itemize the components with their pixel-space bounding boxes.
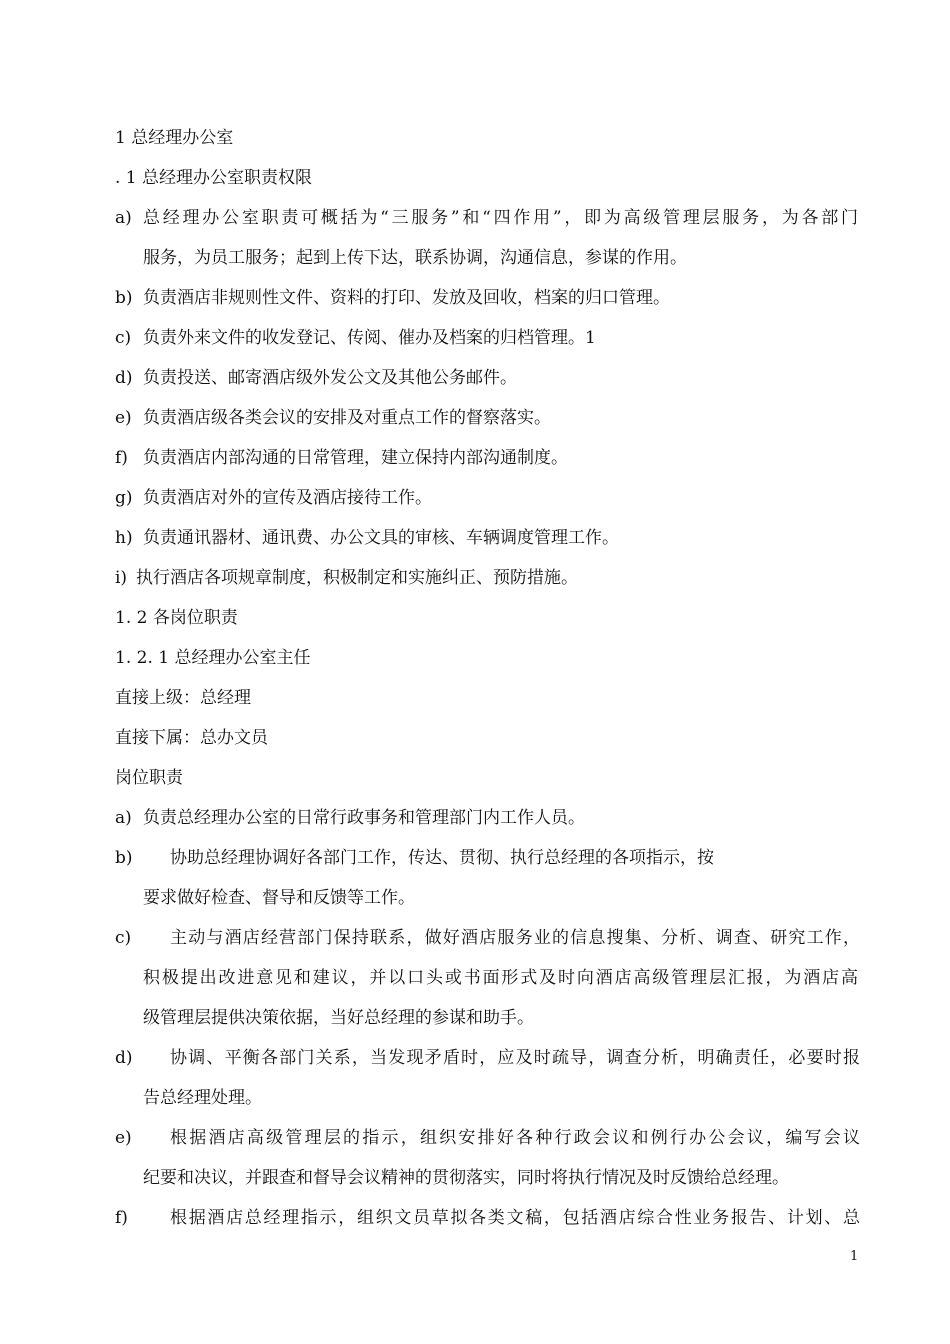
- direct-subordinate: 直接下属：总办文员: [115, 728, 268, 748]
- direct-superior: 直接上级：总经理: [115, 688, 251, 708]
- duty-i-text: 执行酒店各项规章制度，积极制定和实施纠正、预防措施。: [136, 568, 578, 588]
- role-duty-d-line-2: 告总经理处理。: [143, 1088, 262, 1108]
- role-duty-marker-d: d): [115, 1048, 133, 1068]
- role-duty-f-line-1: 根据酒店总经理指示，组织文员草拟各类文稿，包括酒店综合性业务报告、计划、总: [170, 1208, 860, 1228]
- duty-marker-e: e): [115, 408, 132, 428]
- duty-c-text: 负责外来文件的收发登记、传阅、催办及档案的归档管理。1: [143, 328, 596, 348]
- duty-f-text: 负责酒店内部沟通的日常管理，建立保持内部沟通制度。: [143, 448, 568, 468]
- role-duty-b-line-1: 协助总经理协调好各部门工作，传达、贯彻、执行总经理的各项指示，按: [170, 848, 714, 868]
- role-duty-c-line-3: 级管理层提供决策依据，当好总经理的参谋和助手。: [143, 1008, 534, 1028]
- role-duty-d-line-1: 协调、平衡各部门关系，当发现矛盾时，应及时疏导，调查分析，明确责任，必要时报: [170, 1048, 860, 1068]
- positions-title: 1. 2 各岗位职责: [115, 608, 238, 628]
- duty-marker-h: h): [115, 528, 133, 548]
- role-duty-marker-c: c): [115, 928, 132, 948]
- duty-marker-c: c): [115, 328, 132, 348]
- duty-d-text: 负责投送、邮寄酒店级外发公文及其他公务邮件。: [143, 368, 517, 388]
- duty-marker-i: i): [115, 568, 128, 588]
- duty-h-text: 负责通讯器材、通讯费、办公文具的审核、车辆调度管理工作。: [143, 528, 619, 548]
- role-duty-marker-f: f): [115, 1208, 128, 1228]
- role-duty-e-line-2: 纪要和决议，并跟查和督导会议精神的贯彻落实，同时将执行情况及时反馈给总经理。: [143, 1168, 789, 1188]
- duty-marker-b: b): [115, 288, 133, 308]
- role-title: 1. 2. 1 总经理办公室主任: [115, 648, 311, 668]
- duty-marker-d: d): [115, 368, 133, 388]
- role-duty-c-line-2: 积极提出改进意见和建议，并以口头或书面形式及时向酒店高级管理层汇报，为酒店高: [143, 968, 858, 988]
- duty-a-line-2: 服务，为员工服务；起到上传下达，联系协调，沟通信息，参谋的作用。: [143, 248, 687, 268]
- duty-e-text: 负责酒店级各类会议的安排及对重点工作的督察落实。: [143, 408, 551, 428]
- duty-marker-a: a): [115, 208, 132, 228]
- duty-b-text: 负责酒店非规则性文件、资料的打印、发放及回收，档案的归口管理。: [143, 288, 670, 308]
- section-title: 1 总经理办公室: [115, 128, 234, 148]
- role-duty-b-line-2: 要求做好检查、督导和反馈等工作。: [143, 888, 415, 908]
- page-number: 1: [850, 1249, 859, 1264]
- duty-marker-g: g): [115, 488, 133, 508]
- role-duty-marker-a: a): [115, 808, 132, 828]
- subsection-title: . 1 总经理办公室职责权限: [115, 168, 313, 188]
- duty-g-text: 负责酒店对外的宣传及酒店接待工作。: [143, 488, 432, 508]
- duty-a-line-1: 总经理办公室职责可概括为“三服务”和“四作用”，即为高级管理层服务，为各部门: [143, 208, 858, 228]
- role-duty-marker-b: b): [115, 848, 133, 868]
- role-duty-c-line-1: 主动与酒店经营部门保持联系，做好酒店服务业的信息搜集、分析、调查、研究工作，: [170, 928, 860, 948]
- role-duty-a-text: 负责总经理办公室的日常行政事务和管理部门内工作人员。: [143, 808, 585, 828]
- role-duty-e-line-1: 根据酒店高级管理层的指示，组织安排好各种行政会议和例行办公会议，编写会议: [170, 1128, 860, 1148]
- role-duty-marker-e: e): [115, 1128, 132, 1148]
- duties-heading: 岗位职责: [115, 768, 183, 788]
- duty-marker-f: f): [115, 448, 128, 468]
